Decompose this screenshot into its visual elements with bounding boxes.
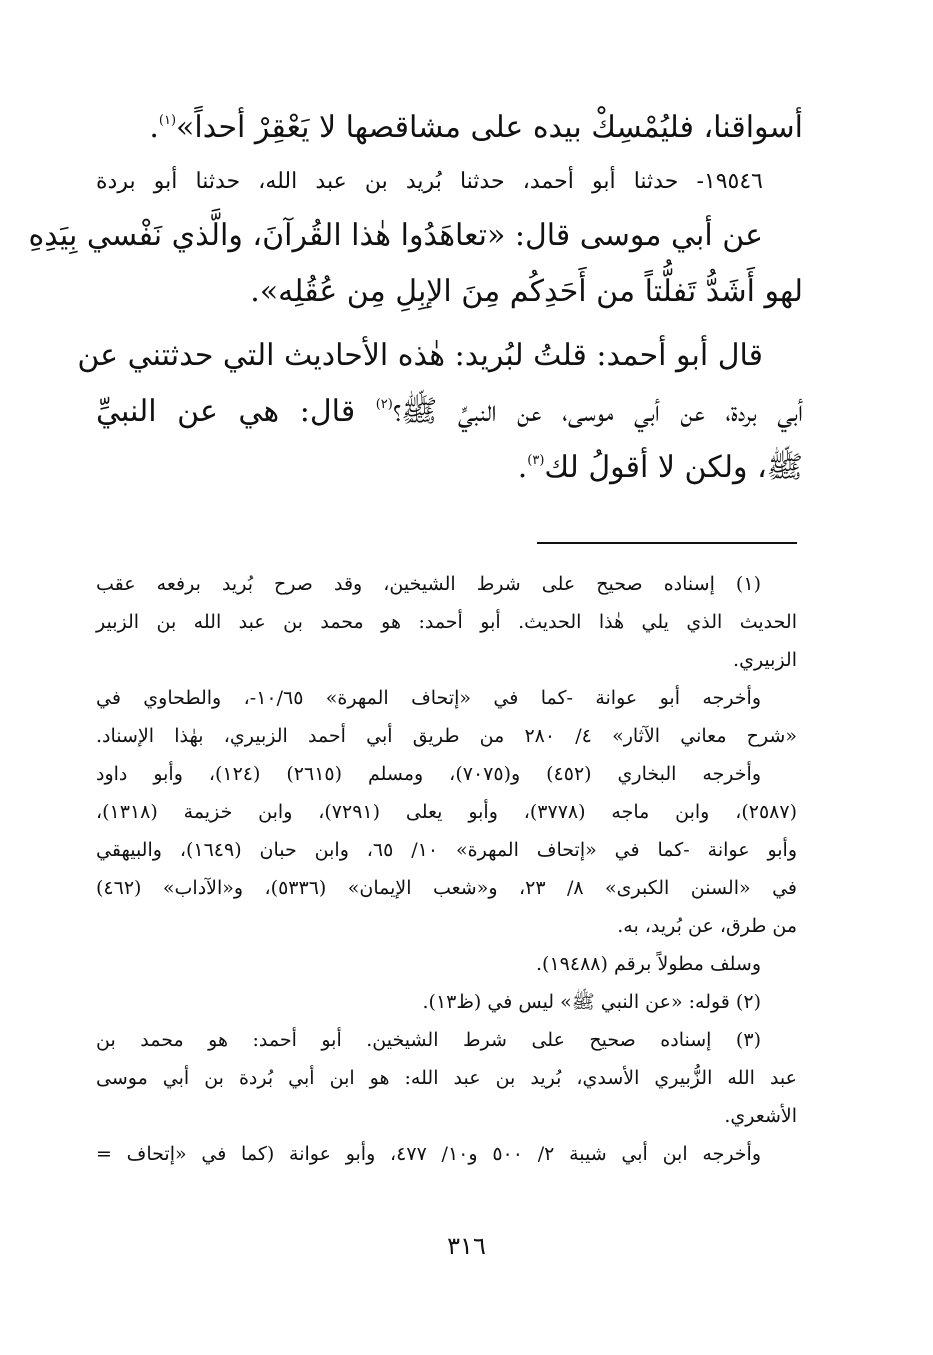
footnote-line: وأخرجه أبو عوانة -كما في «إتحاف المهرة» ١٠/٦٥-، والطحاوي في xyxy=(96,687,762,709)
text-line-6 xyxy=(96,384,803,440)
footnote-line: (٣) إسناده صحيح على شرط الشيخين. أبو أحمد: هو محمد بن xyxy=(96,1029,761,1051)
footnote-line: (٢٥٨٧)، وابن ماجه (٣٧٧٨)، وأبو يعلى (٧٢٩١)، وابن خزيمة (١٣١٨)، xyxy=(96,801,797,823)
footnote-line: في «السنن الكبرى» ٨/ ٢٣، و«شعب الإيمان» (٥٣٣٦)، و«الآداب» (٤٦٢) xyxy=(96,877,797,899)
text-line-1-body: أسواقنا، فليُمْسِكْ بيده على مشاقصها لا يَعْقِرْ أحداً» xyxy=(176,110,803,145)
footnote-line: وأخرجه البخاري (٤٥٢) و(٧٠٧٥)، ومسلم (٢٦١٥) (١٢٤)، وأبو داود xyxy=(96,763,761,785)
footnote-ref-1: (١) xyxy=(158,113,177,128)
text-line-1-end: . xyxy=(149,110,159,145)
footnote-ref-3: (٣) xyxy=(527,453,545,468)
page-number: ٣١٦ xyxy=(447,1232,486,1260)
main-text xyxy=(28,100,803,496)
footnote-line: من طرق، عن بُريد، به. xyxy=(617,915,797,937)
hadith-chain-line: ١٩٥٤٦- حدثنا أبو أحمد، حدثنا بُريد بن عبد الله، حدثنا أبو بردة xyxy=(96,169,763,194)
text-line-1 xyxy=(96,100,803,156)
footnote-line: «شرح معاني الآثار» ٤/ ٢٨٠ من طريق أبي أحمد الزبيري، بهٰذا الإسناد. xyxy=(96,725,797,747)
footnote-ref-2: (٢) xyxy=(375,397,393,412)
footnote-line: (٢) قوله: «عن النبي ﷺ» ليس في (ظ١٣). xyxy=(422,991,761,1013)
text-line-3: عن أبي موسى قال: «تعاهَدُوا هٰذا القُرآنَ، والَّذي نَفْسي بِيَدِهِ xyxy=(28,218,763,253)
text-line-5: قال أبو أحمد: قلتُ لبُريد: هٰذه الأحاديث التي حدثتني عن xyxy=(77,338,763,373)
footnote-line: (١) إسناده صحيح على شرط الشيخين، وقد صرح بُريد برفعه عقب xyxy=(96,573,761,595)
footnote-line: وأخرجه ابن أبي شيبة ٢/ ٥٠٠ و١٠/ ٤٧٧، وأبو عوانة (كما في «إتحاف = xyxy=(96,1143,761,1165)
footnote-divider xyxy=(537,542,797,544)
footnote-line: وأبو عوانة -كما في «إتحاف المهرة» ١٠/ ٦٥، وابن حبان (١٦٤٩)، والبيهقي xyxy=(96,839,798,861)
text-line-4: لهو أَشَدُّ تَفلُّتاً من أَحَدِكُم مِنَ الإبِلِ مِن عُقُلِه». xyxy=(250,274,803,309)
footnote-line: وسلف مطولاً برقم (١٩٤٨٨). xyxy=(536,953,761,975)
text-line-7-body: ﷺ، ولكن لا أقولُ لك xyxy=(544,450,803,485)
text-line-7 xyxy=(96,440,803,496)
text-line-6-a: أبي بردة، عن أبي موسى، عن النبيِّ ﷺ؟ xyxy=(392,394,803,429)
footnote-line: الأشعري. xyxy=(724,1105,797,1127)
text-line-6-b: قال: هي عن النبيِّ xyxy=(96,394,376,429)
text-line-7-end: . xyxy=(517,450,528,485)
footnote-line: الحديث الذي يلي هٰذا الحديث. أبو أحمد: هو محمد بن عبد الله بن الزبير xyxy=(96,611,797,633)
footnote-line: الزبيري. xyxy=(733,649,797,671)
footnotes xyxy=(96,565,797,1173)
footnote-line: عبد الله الزُّبيري الأسدي، بُريد بن عبد الله: هو ابن أبي بُردة بن أبي موسى xyxy=(96,1067,797,1089)
